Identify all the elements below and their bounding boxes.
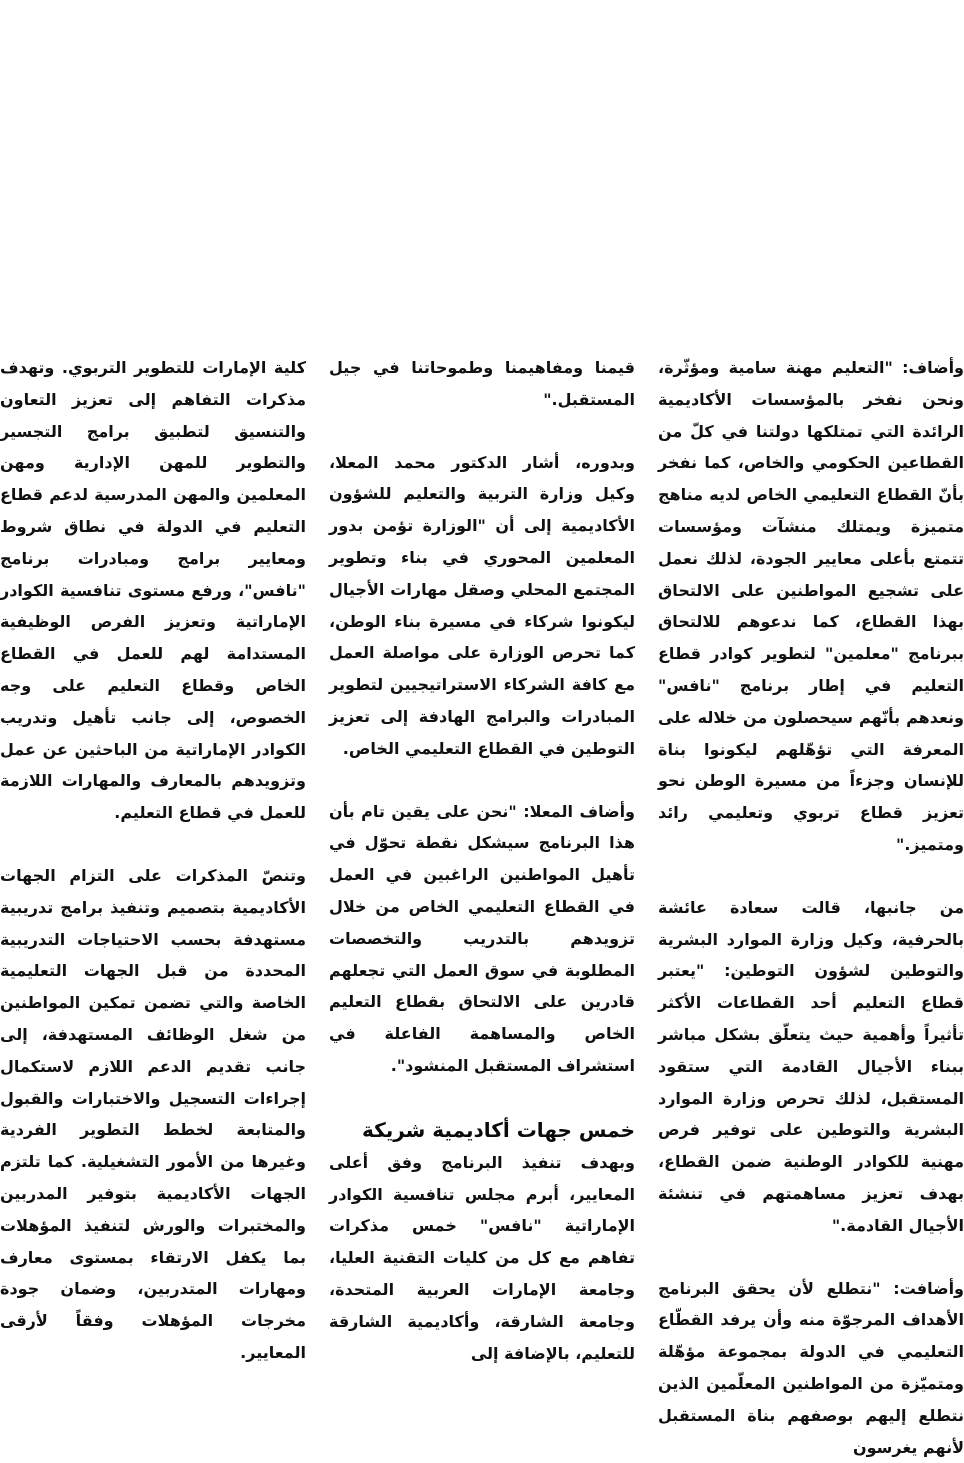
- article-column-middle: [329, 352, 635, 1363]
- paragraph: وأضافت: "نتطلع لأن يحقق البرنامج الأهداف المرجوّة منه وأن يرفد القطّاع التعليمي في الدولة بمجموعة مؤهّلة ومتميّزة من المواطنين المعلّمين الذين نتطلع إليهم بوصفهم بناة المستقبل لأنهم يغرسون: [658, 1278, 964, 1457]
- paragraph: وأضاف المعلا: "نحن على يقين تام بأن هذا البرنامج سيشكل نقطة تحوّل في تأهيل المواطنين الراغبين في العمل في القطاع التعليمي الخاص من خلال تزويدهم بالتدريب والتخصصات المطلوبة في سوق العمل التي تجعلهم قادرين على الالتحاق بقطاع التعليم الخاص والمساهمة الفاعلة في استشراف المستقبل المنشود".: [329, 801, 635, 1075]
- top-blank-area: [0, 0, 964, 350]
- paragraph: وبدوره، أشار الدكتور محمد المعلا، وكيل وزارة التربية والتعليم للشؤون الأكاديمية إلى أن "الوزارة تؤمن بدور المعلمين المحوري في بناء وتطوير المجتمع المحلي وصقل مهارات الأجيال ليكونوا شركاء في مسيرة بناء الوطن، كما تحرص الوزارة على مواصلة العمل مع كافة الشركاء الاستراتيجيين لتطوير المبادرات والبرامج الهادفة إلى تعزيز التوطين في القطاع التعليمي الخاص.: [329, 452, 635, 758]
- paragraph: كلية الإمارات للتطوير التربوي. وتهدف مذكرات التفاهم إلى تعزيز التعاون والتنسيق لتطبيق برامج التجسير والتطوير للمهن الإدارية ومهن المعلمين والمهن المدرسية لدعم قطاع التعليم في الدولة في نطاق شروط ومعايير برامج ومبادرات برنامج "نافس"، ورفع مستوى تنافسية الكوادر الإماراتية وتعزيز الفرص الوظيفية المستدامة لهم للعمل في القطاع الخاص وقطاع التعليم على وجه الخصوص، إلى جانب تأهيل وتدريب الكوادر الإماراتية من الباحثين عن عمل وتزويدهم بالمعارف والمهارات اللازمة للعمل في قطاع التعليم.: [0, 358, 306, 823]
- paragraph: وبهدف تنفيذ البرنامج وفق أعلى المعايير، أبرم مجلس تنافسية الكوادر الإماراتية "نافس" خمس مذكرات تفاهم مع كل من كليات التقنية العليا، وجامعة الإمارات العربية المتحدة، وجامعة الشارقة، وأكاديمية الشارقة للتعليم، بالإضافة إلى: [329, 1152, 635, 1363]
- article-columns: [0, 352, 964, 1457]
- section-heading: خمس جهات أكاديمية شريكة: [361, 1117, 635, 1142]
- paragraph: وأضاف: "التعليم مهنة سامية ومؤثّرة، ونحن نفخر بالمؤسسات الأكاديمية الرائدة التي تمتلكها دولتنا في كلّ من القطاعين الحكومي والخاص، كما نفخر بأنّ القطاع التعليمي الخاص لديه مناهج متميزة ويمتلك منشآت ومؤسسات تتمتع بأعلى معايير الجودة، لذلك نعمل على تشجيع المواطنين على الالتحاق بهذا القطاع، كما ندعوهم للالتحاق ببرنامج "معلمين" لتطوير كوادر قطاع التعليم في إطار برنامج "نافس" ونعدهم بأنّهم سيحصلون من خلاله على المعرفة التي تؤهّلهم ليكونوا بناة للإنسان وجزءاً من مسيرة الوطن نحو تعزيز قطاع تربوي وتعليمي رائد ومتميز.": [658, 358, 964, 854]
- article-column-left: [0, 352, 306, 1362]
- paragraph: من جانبها، قالت سعادة عائشة بالحرفية، وكيل وزارة الموارد البشرية والتوطين لشؤون التوطين: "يعتبر قطاع التعليم أحد القطاعات الأكثر تأثيراً وأهمية حيث يتعلّق بشكل مباشر ببناء الأجيال القادمة التي ستقود المستقبل، لذلك تحرص وزارة الموارد البشرية والتوطين على توفير فرص مهنية للكوادر الوطنية ضمن القطاع، بهدف تعزيز مساهمتهم في تنشئة الأجيال القادمة.": [658, 897, 964, 1235]
- article-column-right: [658, 352, 964, 1457]
- paragraph: قيمنا ومفاهيمنا وطموحاتنا في جيل المستقبل.": [329, 358, 635, 409]
- paragraph: وتنصّ المذكرات على التزام الجهات الأكاديمية بتصميم وتنفيذ برامج تدريبية مستهدفة بحسب الاحتياجات التدريبية المحددة من قبل الجهات التعليمية الخاصة والتي تضمن تمكين المواطنين من شغل الوظائف المستهدفة، إلى جانب تقديم الدعم اللازم لاستكمال إجراءات التسجيل والاختبارات والقبول والمتابعة لخطط التطوير الفردية وغيرها من الأمور التشغيلية. كما تلتزم الجهات الأكاديمية بتوفير المدربين والمختبرات والورش لتنفيذ المؤهلات بما يكفل الارتقاء بمستوى معارف ومهارات المتدربين، وضمان جودة مخرجات المؤهلات وفقاً لأرقى المعايير.: [0, 865, 306, 1362]
